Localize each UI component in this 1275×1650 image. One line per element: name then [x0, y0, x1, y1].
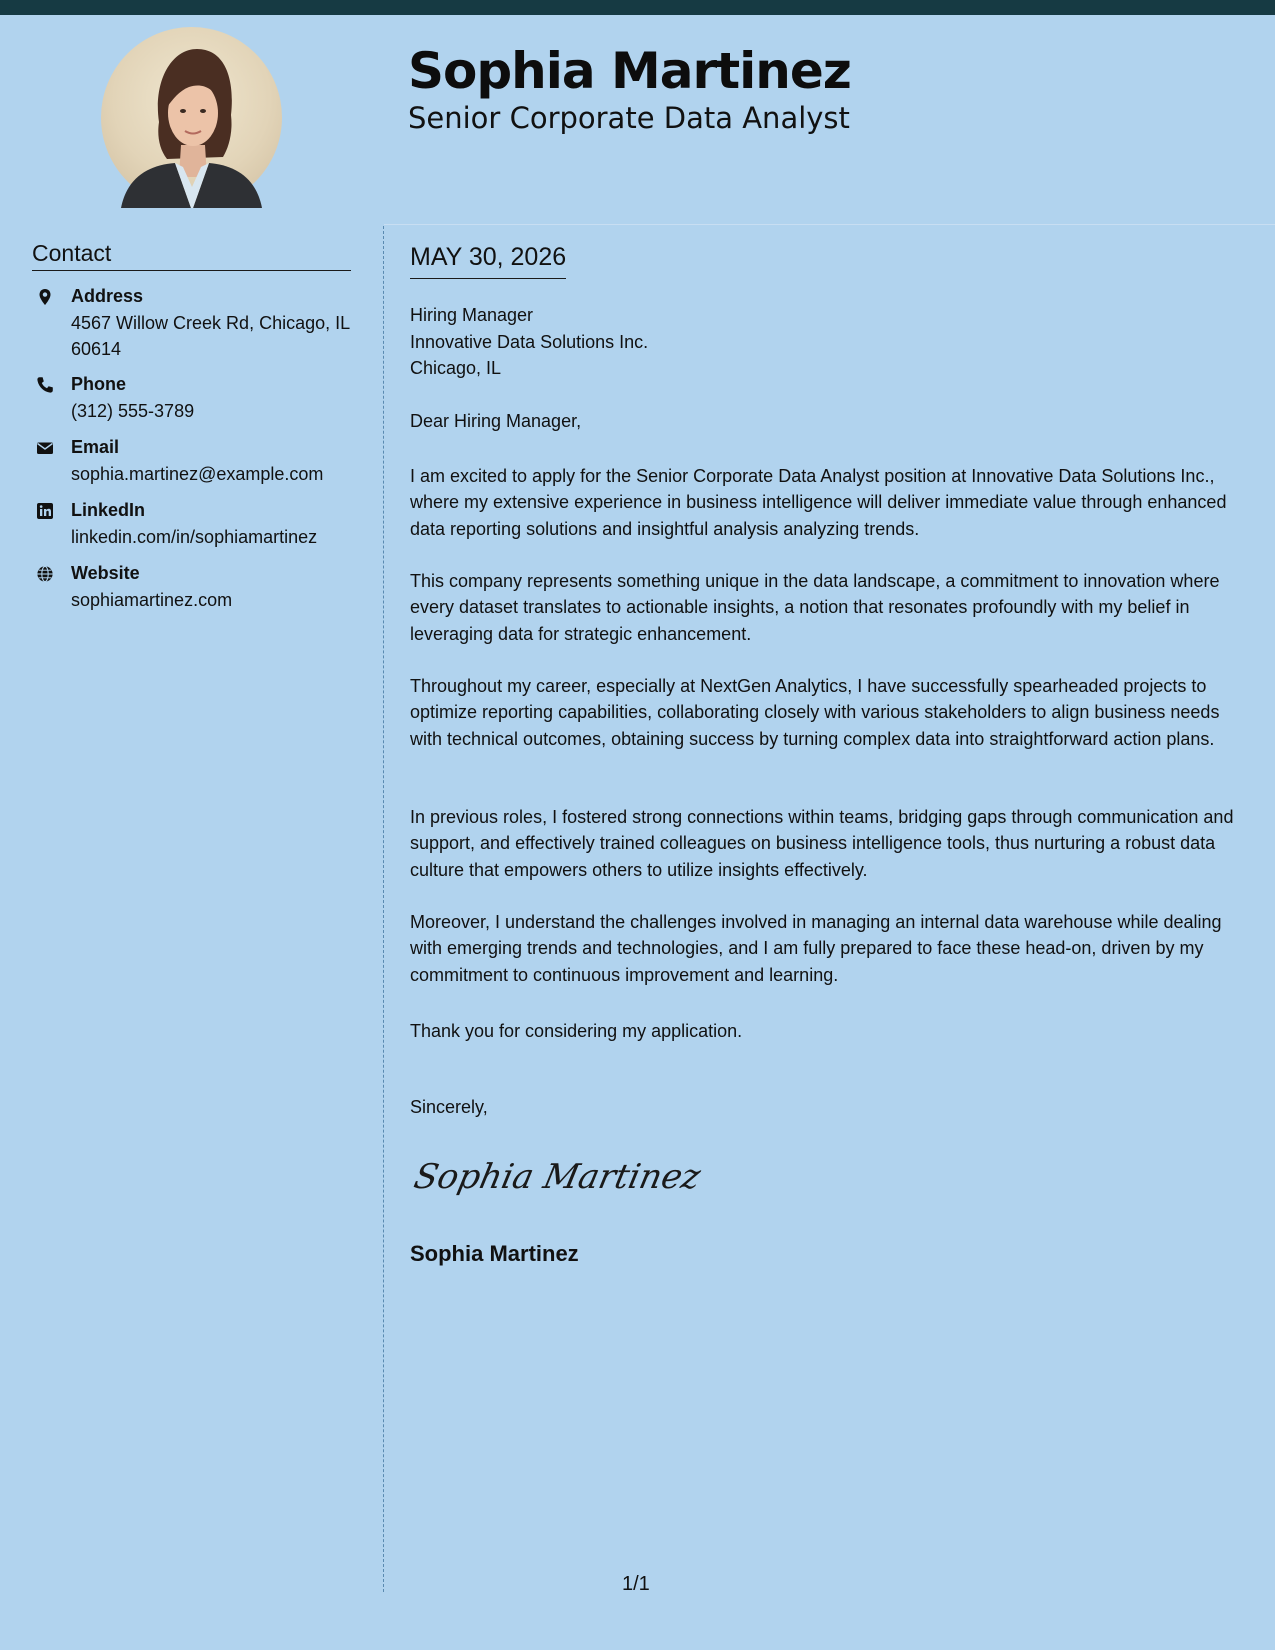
body-paragraph: This company represents something unique in the data landscape, a commitment to innovation where every dataset translates to actionable insights, a notion that resonates profoundly with my belief in leveraging data for strategic enhancement. [410, 571, 1220, 644]
contact-label: Address [71, 286, 144, 306]
candidate-title: Senior Corporate Data Analyst [408, 101, 850, 135]
handwritten-signature [410, 1152, 704, 1202]
phone-value[interactable]: (312) 555-3789 [71, 401, 195, 421]
recipient-line: Hiring Manager [410, 305, 534, 325]
contact-heading: Contact [32, 240, 351, 271]
contact-label: LinkedIn [71, 500, 146, 520]
recipient-line: Innovative Data Solutions Inc. [410, 331, 649, 352]
profile-photo [101, 27, 282, 208]
body-paragraph: Throughout my career, especially at NextGen Analytics, I have successfully spearheaded projects to optimize reporting capabilities, collaborating closely with various stakeholders to align business needs with technical outcomes, obtaining success by turning complex data into straightforward action plans. [410, 676, 1220, 749]
website-link[interactable]: sophiamartinez.com [71, 590, 233, 610]
email-link[interactable]: sophia.martinez@example.com [71, 464, 324, 484]
linkedin-link[interactable]: linkedin.com/in/sophiamartinez [71, 527, 318, 547]
globe-icon [36, 565, 54, 583]
address-value: 4567 Willow Creek Rd, Chicago, IL 60614 [71, 313, 350, 359]
candidate-name: Sophia Martinez [408, 42, 851, 100]
body-paragraph: Thank you for considering my application. [410, 1021, 743, 1041]
contact-label: Phone [71, 374, 127, 394]
recipient-block [410, 302, 648, 382]
body-paragraph: In previous roles, I fostered strong connections within teams, bridging gaps through communication and support, and effectively trained colleagues on business intelligence tools, thus nurturing a robust data culture that empowers others to utilize insights effectively. [410, 807, 1234, 880]
phone-icon [36, 376, 54, 394]
linkedin-icon [36, 502, 54, 520]
signature-text: Sophia Martinez [410, 1157, 704, 1197]
contact-label: Email [71, 437, 120, 457]
salutation: Dear Hiring Manager, [410, 411, 582, 431]
portrait-illustration [101, 27, 282, 208]
envelope-icon [36, 439, 54, 457]
body-paragraph: Moreover, I understand the challenges involved in managing an internal data warehouse while dealing with emerging trends and technologies, and I am fully prepared to face these head-on, driven by my commitment to continuous improvement and learning. [410, 912, 1222, 985]
closing: Sincerely, [410, 1097, 488, 1117]
top-accent-bar [0, 0, 1275, 15]
header-divider [384, 224, 1275, 225]
page-number: 1/1 [622, 1573, 650, 1595]
body-paragraph: I am excited to apply for the Senior Corporate Data Analyst position at Innovative Data Solutions Inc., where my extensive experience in business intelligence will deliver immediate value through enhanced data reporting solutions and insightful analysis analyzing trends. [410, 466, 1227, 539]
letter-date: MAY 30, 2026 [410, 243, 566, 279]
map-pin-icon [36, 288, 54, 306]
column-divider [383, 226, 384, 1592]
signer-name: Sophia Martinez [410, 1241, 579, 1266]
contact-label: Website [71, 563, 140, 583]
recipient-line: Chicago, IL [410, 358, 502, 378]
